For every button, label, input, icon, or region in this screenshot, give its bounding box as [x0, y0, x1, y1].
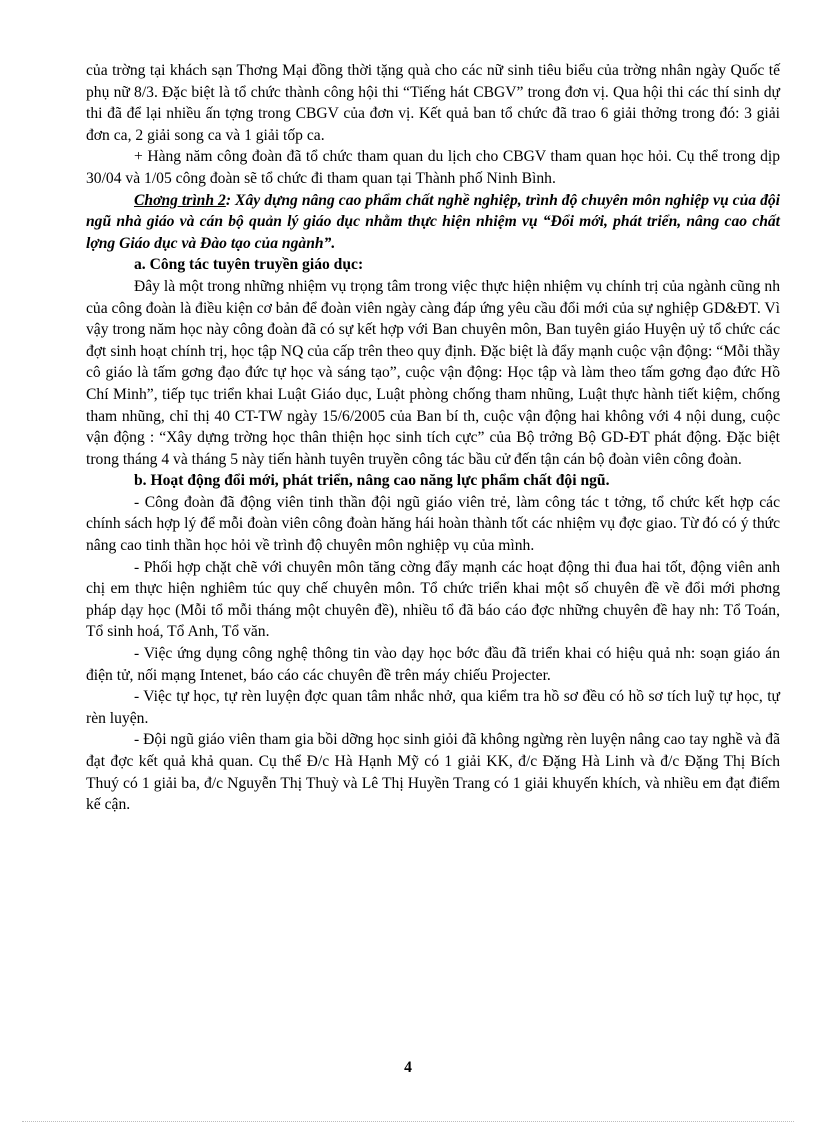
section-b-item: - Công đoàn đã động viên tinh thần đội ngũ giáo viên trẻ, làm công tác t tởng, tổ chức kết hợp các chính sách hợp lý để mỗi đoàn viên công đoàn hăng hái hoàn thành tốt các nhiệm vụ đợc giao. Từ đó có ý thức nâng cao tinh thần học hỏi về trình độ chuyên môn nghiệp vụ của mình.	[86, 493, 780, 555]
page-number: 4	[404, 1059, 412, 1076]
paragraph-tourism: + Hàng năm công đoàn đã tổ chức tham quan du lịch cho CBGV tham quan học hỏi. Cụ thể trong dịp 30/04 và 1/05 công đoàn sẽ tổ chức đi tham quan tại Thành phố Ninh Bình.	[86, 148, 780, 187]
paragraph-awards: của trờng tại khách sạn Thơng Mại đồng thời tặng quà cho các nữ sinh tiêu biểu của trờng nhân ngày Quốc tế phụ nữ 8/3. Đặc biệt là tổ chức thành công hội thi “Tiếng hát CBGV” trong đơn vị. Qua hội thi các thí sinh dự thi đã để lại nhiều ấn tợng trong CBGV của đơn vị. Kết quả ban tổ chức đã trao 6 giải thởng trong đó: 3 giải đơn ca, 2 giải song ca và 1 giải tốp ca.	[86, 62, 780, 144]
section-b-item: - Đội ngũ giáo viên tham gia bồi dỡng học sinh giỏi đã không ngừng rèn luyện nâng cao tay nghề và đã đạt đợc kết quả khả quan. Cụ thể Đ/c Hà Hạnh Mỹ có 1 giải KK, đ/c Đặng Hà Linh và đ/c Đặng Thị Bích Thuý có 1 giải ba, đ/c Nguyễn Thị Thuỳ và Lê Thị Huyền Trang có 1 giải khuyến khích, và nhiều em đạt điểm kế cận.	[86, 731, 780, 814]
section-a-heading: a. Công tác tuyên truyền giáo dục:	[134, 256, 364, 274]
document-page	[86, 60, 780, 816]
section-a-body: Đây là một trong những nhiệm vụ trọng tâm trong việc thực hiện nhiệm vụ chính trị của ngành cũng nh của công đoàn là điều kiện cơ bản để đoàn viên ngày càng đáp ứng yêu cầu đổi mới của sự nghiệp GD&ĐT. Vì vậy trong năm học này công đoàn đã có sự kết hợp với Ban chuyên môn, Ban tuyên giáo Huyện uỷ tổ chức các đợt sinh hoạt chính trị, học tập NQ của cấp trên theo quy định. Đặc biệt là đẩy mạnh cuộc vận động: “Mỗi thầy cô giáo là tấm gơng đạo đức tự học và sáng tạo”, cuộc vận động: Học tập và làm theo tấm gơng đạo đức Hồ Chí Minh”, tiếp tục triển khai Luật Giáo dục, Luật phòng chống tham nhũng, Luật thực hành tiết kiệm, chống tham nhũng, chỉ thị 40 CT-TW ngày 15/6/2005 của Ban bí th, cuộc vận động hai không với 4 nội dung, cuộc vận động : “Xây dựng trờng học thân thiện học sinh tích cực” của Bộ trởng Bộ GD-ĐT phát động. Đặc biệt trong tháng 4 và tháng 5 này tiến hành tuyên truyền công tác bầu cử đến tận cán bộ đoàn viên công đoàn.	[86, 277, 780, 468]
section-b-item: - Việc ứng dụng công nghệ thông tin vào dạy học bớc đầu đã triển khai có hiệu quả nh: soạn giáo án điện tử, nối mạng Intenet, báo cáo các chuyên đề trên máy chiếu Projecter.	[86, 645, 780, 684]
page-bottom-divider	[22, 1121, 794, 1122]
section-b-heading: b. Hoạt động đổi mới, phát triển, nâng cao năng lực phẩm chất đội ngũ.	[134, 472, 610, 490]
section-b-item: - Việc tự học, tự rèn luyện đợc quan tâm nhắc nhở, qua kiểm tra hồ sơ đều có hồ sơ tích luỹ tự học, tự rèn luyện.	[86, 688, 780, 727]
program-2-heading	[86, 190, 780, 255]
program-2-label: Chơng trình 2	[134, 191, 226, 209]
program-2-text: : Xây dựng nâng cao phẩm chất nghề nghiệp, trình độ chuyên môn nghiệp vụ của đội ngũ nhà giáo và cán bộ quản lý giáo dục nhằm thực hiện nhiệm vụ “Đổi mới, phát triển, nâng cao chất lợng Giáo dục và Đào tạo của ngành”.	[86, 191, 780, 252]
section-b-item: - Phối hợp chặt chẽ với chuyên môn tăng cờng đẩy mạnh các hoạt động thi đua hai tốt, động viên anh chị em thực hiện nghiêm túc quy chế chuyên môn. Tổ chức triển khai một số chuyên đề về đổi mới phơng pháp dạy học (Mỗi tổ mỗi tháng một chuyên đề), nhiều tổ đã báo cáo đợc những chuyên đề hay nh: Tổ Toán, Tổ sinh hoá, Tổ Anh, Tổ văn.	[86, 558, 780, 641]
